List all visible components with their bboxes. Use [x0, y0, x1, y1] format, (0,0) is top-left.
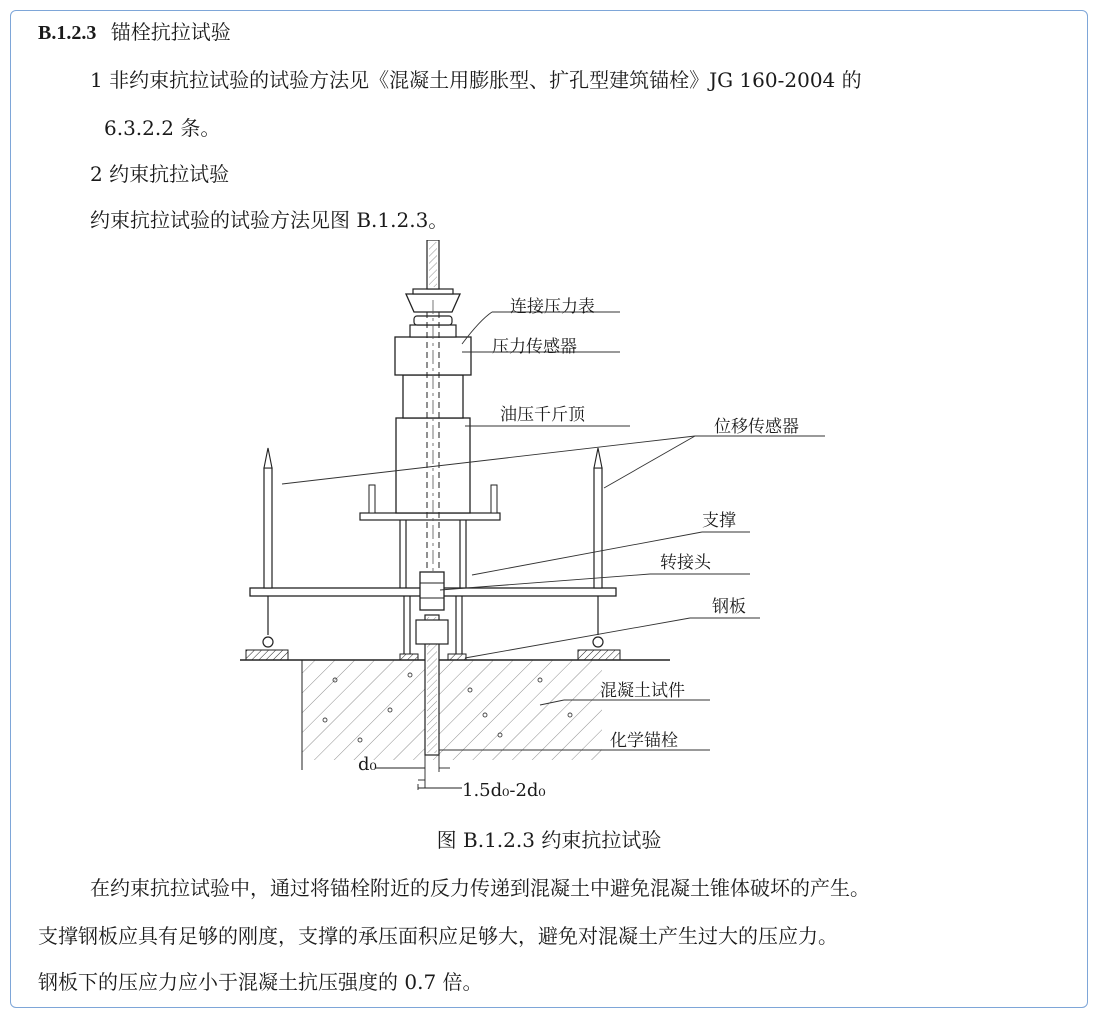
dimension-lines [375, 755, 462, 790]
paragraph-4-line-1: 在约束抗拉试验中，通过将锚栓附近的反力传递到混凝土中避免混凝土锥体破坏的产生。 [90, 876, 870, 900]
label-steel-plate: 钢板 [712, 597, 746, 617]
figure-caption: 图 B.1.2.3 约束抗拉试验 [436, 828, 662, 852]
label-concrete-specimen: 混凝土试件 [600, 681, 685, 701]
label-displacement-sensor: 位移传感器 [714, 417, 799, 437]
paragraph-3: 约束抗拉试验的试验方法见图 B.1.2.3。 [90, 208, 449, 232]
section-title: 锚栓抗拉试验 [110, 20, 231, 44]
label-pressure-sensor: 压力传感器 [492, 337, 577, 357]
concrete-specimen [240, 660, 670, 770]
label-spacing: 1.5d₀-2d₀ [462, 780, 546, 801]
label-pressure-gauge: 连接压力表 [510, 297, 595, 317]
label-adapter: 转接头 [660, 553, 711, 573]
label-support: 支撑 [702, 511, 736, 531]
adapter [420, 572, 444, 610]
figure-drawing [240, 240, 840, 810]
section-heading [38, 18, 231, 47]
paragraph-2: 2 约束抗拉试验 [90, 162, 230, 186]
displacement-sensor-right [593, 448, 603, 647]
label-chemical-anchor: 化学锚栓 [610, 731, 678, 751]
section-number: B.1.2.3 [38, 22, 97, 44]
paragraph-4-line-3: 钢板下的压应力应小于混凝土抗压强度的 0.7 倍。 [38, 970, 483, 994]
label-hydraulic-jack: 油压千斤顶 [500, 405, 585, 425]
displacement-sensor-left [263, 448, 273, 647]
paragraph-4-line-2: 支撑钢板应具有足够的刚度，支撑的承压面积应足够大，避免对混凝土产生过大的压应力。 [38, 924, 838, 948]
figure-constrained-tension-test [240, 240, 840, 810]
paragraph-1-line-2: 6.3.2.2 条。 [104, 116, 221, 140]
label-d0: d₀ [358, 754, 377, 775]
paragraph-1-line-1: 1 非约束抗拉试验的试验方法见《混凝土用膨胀型、扩孔型建筑锚栓》JG 160-2004 的 [90, 68, 862, 92]
